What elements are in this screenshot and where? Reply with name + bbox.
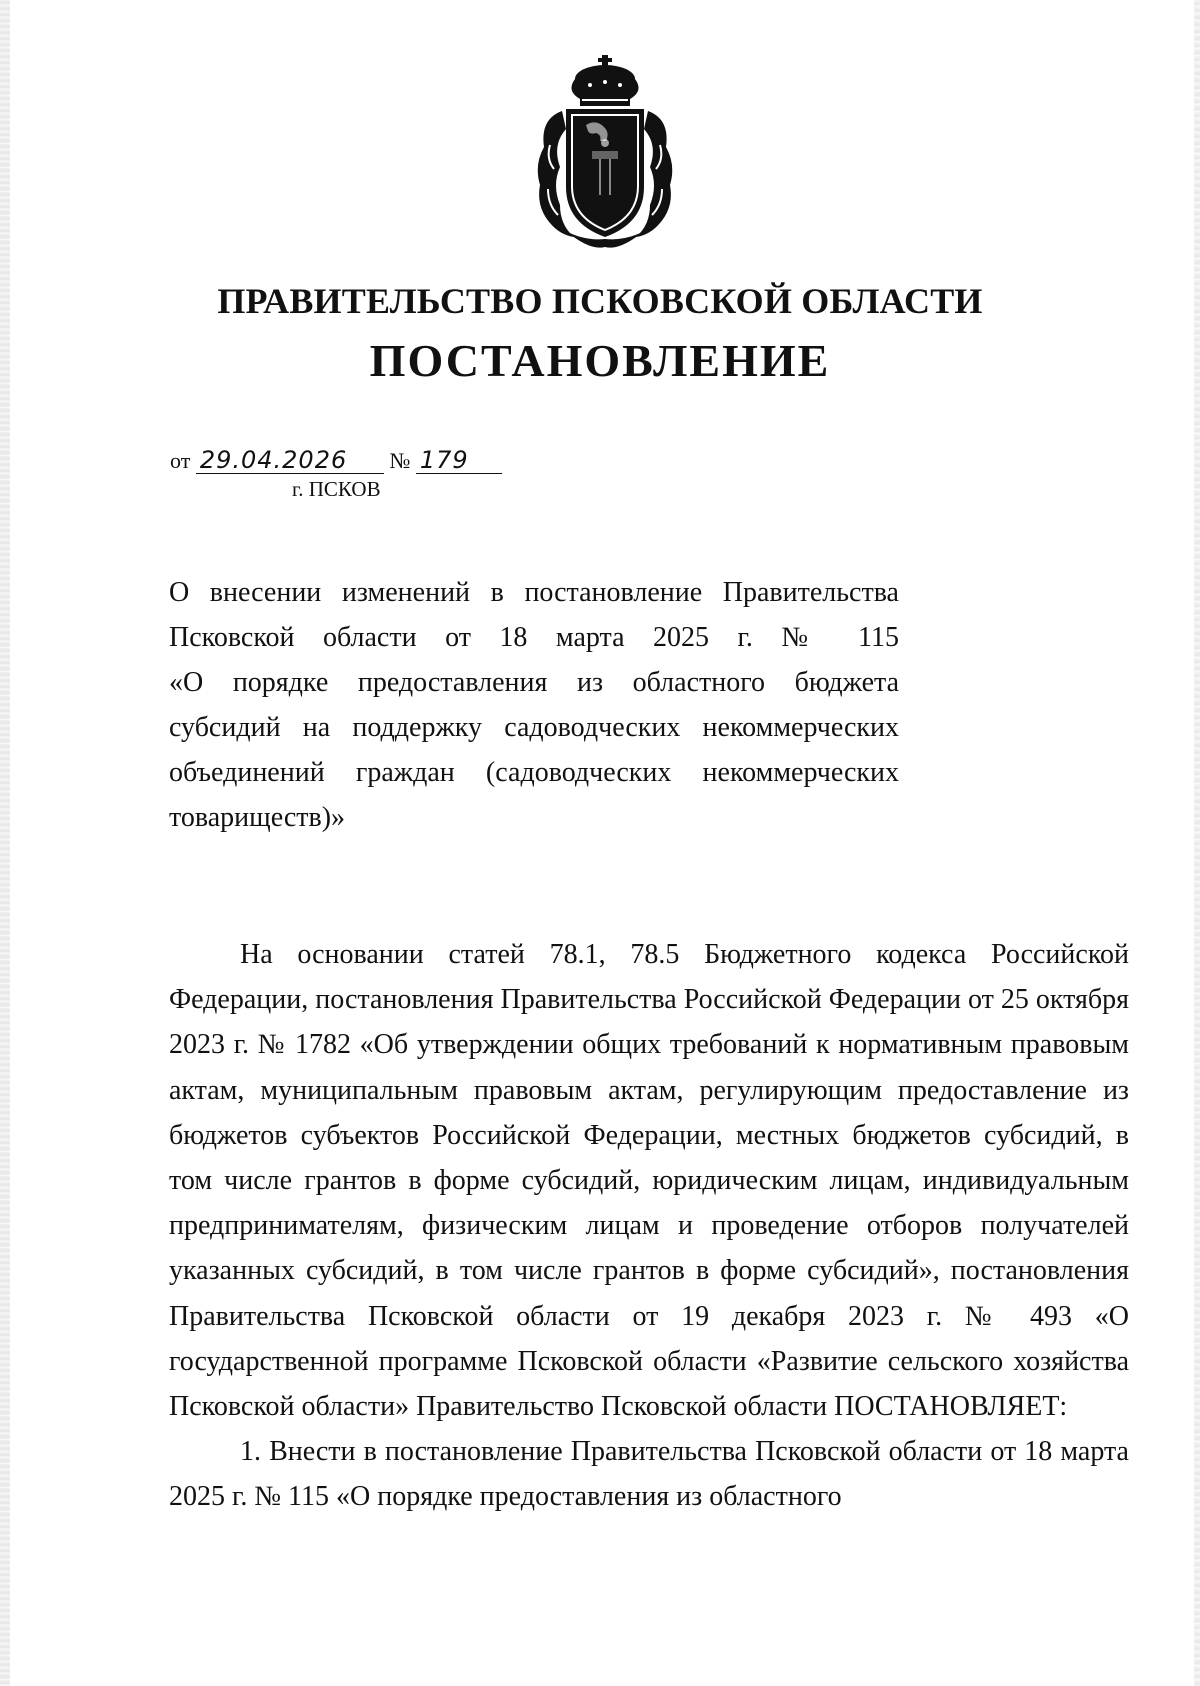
subject-line: «О порядке предоставления из областного бюджета [169,667,899,698]
handwritten-number: 179 [416,447,502,474]
number-label: № [389,448,411,473]
subject-line: субсидий на поддержку садоводческих некоммерческих [169,712,899,743]
from-label: от [170,448,191,473]
registration-row [170,447,502,474]
scan-edge-right [1194,0,1200,1686]
city-label: г. ПСКОВ [292,477,381,501]
document-type-title: ПОСТАНОВЛЕНИЕ [369,335,831,386]
body-paragraph: На основании статей 78.1, 78.5 Бюджетного кодекса Российской Федерации, постановления Правительства Российской Федерации от 25 октября 2023 г. № 1782 «Об утверждении общих требований к нормативным правовым актам, муниципальным правовым актам, регулирующим предоставление из бюджетов субъектов Российской Федерации, местных бюджетов субсидий, в том числе грантов в форме субсидий, юридическим лицам, индивидуальным предпринимателям, физическим лицам и проведение отборов получателей указанных субсидий, в том числе грантов в форме субсидий», постановления Правительства Псковской области от 19 декабря 2023 г. № 493 «О государственной программе Псковской области «Развитие сельского хозяйства Псковской области» Правительство Псковской области ПОСТАНОВЛЯЕТ: [169,939,1129,1423]
subject-line: Псковской области от 18 марта 2025 г. № 115 [169,622,899,653]
government-title: ПРАВИТЕЛЬСТВО ПСКОВСКОЙ ОБЛАСТИ [217,281,983,321]
body-paragraph: 1. Внести в постановление Правительства Псковской области от 18 марта 2025 г. № 115 «О порядке предоставления из областного [169,1436,1129,1513]
subject-line: О внесении изменений в постановление Правительства [169,577,899,608]
pskov-coat-of-arms-icon [530,55,680,251]
document-subject [169,570,899,840]
handwritten-date: 29.04.2026 [196,447,384,474]
subject-line: объединений граждан (садоводческих некоммерческих [169,757,899,788]
subject-line: товариществ)» [169,802,346,833]
scan-edge-left [0,0,10,1686]
document-body [169,932,1129,1520]
